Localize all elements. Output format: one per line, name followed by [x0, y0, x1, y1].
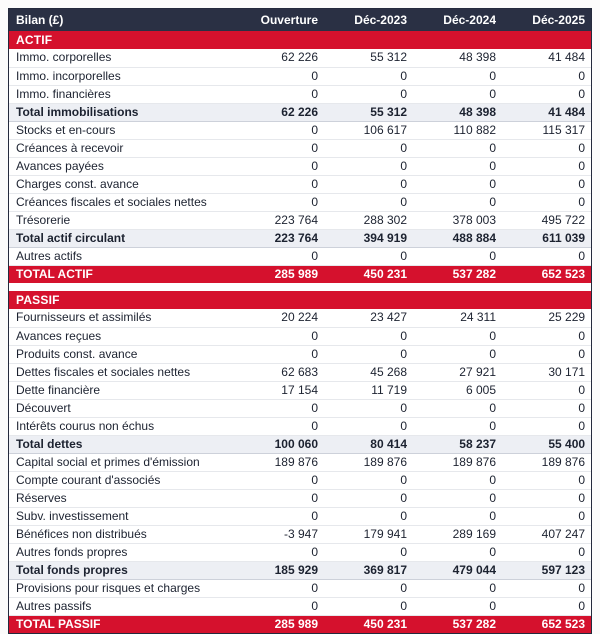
row-label: Stocks et en-cours — [9, 121, 235, 139]
cell-value: 189 876 — [235, 453, 324, 471]
table-row — [9, 525, 591, 543]
row-label: Autres actifs — [9, 247, 235, 265]
row-label: Immo. incorporelles — [9, 67, 235, 85]
table-row — [9, 121, 591, 139]
cell-value: 80 414 — [324, 435, 413, 453]
row-label: Subv. investissement — [9, 507, 235, 525]
cell-value: 0 — [413, 247, 502, 265]
cell-value: 652 523 — [502, 265, 591, 283]
section-header-label: PASSIF — [9, 291, 591, 309]
row-label: Total actif circulant — [9, 229, 235, 247]
cell-value: 0 — [413, 543, 502, 561]
cell-value: 0 — [235, 489, 324, 507]
column-header-dec-2023: Déc-2023 — [324, 9, 413, 31]
actif-table — [9, 9, 591, 283]
cell-value: 537 282 — [413, 265, 502, 283]
cell-value: 0 — [502, 139, 591, 157]
cell-value: 0 — [502, 381, 591, 399]
row-label: Compte courant d'associés — [9, 471, 235, 489]
cell-value: 537 282 — [413, 615, 502, 633]
cell-value: 189 876 — [413, 453, 502, 471]
cell-value: 0 — [502, 399, 591, 417]
table-row — [9, 399, 591, 417]
cell-value: 0 — [413, 417, 502, 435]
cell-value: 0 — [413, 471, 502, 489]
cell-value: 285 989 — [235, 615, 324, 633]
row-label: Dettes fiscales et sociales nettes — [9, 363, 235, 381]
cell-value: 0 — [324, 489, 413, 507]
cell-value: 0 — [235, 507, 324, 525]
cell-value: 0 — [324, 543, 413, 561]
cell-value: 0 — [235, 139, 324, 157]
cell-value: 55 312 — [324, 49, 413, 67]
cell-value: 58 237 — [413, 435, 502, 453]
row-label: Fournisseurs et assimilés — [9, 309, 235, 327]
cell-value: 24 311 — [413, 309, 502, 327]
cell-value: 0 — [413, 507, 502, 525]
cell-value: 652 523 — [502, 615, 591, 633]
row-label: Créances à recevoir — [9, 139, 235, 157]
cell-value: 45 268 — [324, 363, 413, 381]
cell-value: 106 617 — [324, 121, 413, 139]
table-row — [9, 327, 591, 345]
row-label: TOTAL PASSIF — [9, 615, 235, 633]
cell-value: 407 247 — [502, 525, 591, 543]
section-header-label: ACTIF — [9, 31, 591, 49]
cell-value: 0 — [413, 579, 502, 597]
cell-value: 0 — [324, 193, 413, 211]
cell-value: 0 — [413, 597, 502, 615]
cell-value: 0 — [502, 327, 591, 345]
table-row — [9, 193, 591, 211]
cell-value: 0 — [502, 543, 591, 561]
cell-value: 0 — [324, 67, 413, 85]
cell-value: 0 — [235, 417, 324, 435]
table-row — [9, 175, 591, 193]
cell-value: 0 — [413, 345, 502, 363]
cell-value: 0 — [502, 489, 591, 507]
total-row-passif — [9, 615, 591, 633]
table-row — [9, 229, 591, 247]
cell-value: 25 229 — [502, 309, 591, 327]
cell-value: 55 312 — [324, 103, 413, 121]
row-label: Immo. financières — [9, 85, 235, 103]
cell-value: 0 — [235, 543, 324, 561]
cell-value: 0 — [235, 597, 324, 615]
table-header-row — [9, 9, 591, 31]
cell-value: 23 427 — [324, 309, 413, 327]
row-label: Total immobilisations — [9, 103, 235, 121]
cell-value: 189 876 — [502, 453, 591, 471]
cell-value: 0 — [324, 417, 413, 435]
cell-value: 0 — [413, 327, 502, 345]
cell-value: 0 — [502, 85, 591, 103]
cell-value: 0 — [235, 471, 324, 489]
cell-value: 0 — [413, 193, 502, 211]
cell-value: 0 — [502, 67, 591, 85]
cell-value: 189 876 — [324, 453, 413, 471]
cell-value: 0 — [235, 247, 324, 265]
cell-value: 0 — [324, 345, 413, 363]
cell-value: 0 — [324, 247, 413, 265]
cell-value: 0 — [502, 417, 591, 435]
cell-value: 0 — [324, 327, 413, 345]
row-label: Total fonds propres — [9, 561, 235, 579]
cell-value: 288 302 — [324, 211, 413, 229]
row-label: Capital social et primes d'émission — [9, 453, 235, 471]
table-row — [9, 211, 591, 229]
cell-value: 11 719 — [324, 381, 413, 399]
cell-value: 0 — [502, 579, 591, 597]
cell-value: 394 919 — [324, 229, 413, 247]
cell-value: 27 921 — [413, 363, 502, 381]
column-header-dec-2025: Déc-2025 — [502, 9, 591, 31]
cell-value: 62 226 — [235, 49, 324, 67]
row-label: Réserves — [9, 489, 235, 507]
table-row — [9, 579, 591, 597]
row-label: TOTAL ACTIF — [9, 265, 235, 283]
table-row — [9, 247, 591, 265]
row-label: Trésorerie — [9, 211, 235, 229]
cell-value: 110 882 — [413, 121, 502, 139]
cell-value: 0 — [235, 579, 324, 597]
cell-value: 20 224 — [235, 309, 324, 327]
cell-value: 62 683 — [235, 363, 324, 381]
table-row — [9, 543, 591, 561]
cell-value: 0 — [235, 157, 324, 175]
table-title: Bilan (£) — [9, 9, 235, 31]
table-row — [9, 561, 591, 579]
row-label: Autres fonds propres — [9, 543, 235, 561]
cell-value: 289 169 — [413, 525, 502, 543]
cell-value: 0 — [235, 85, 324, 103]
cell-value: 100 060 — [235, 435, 324, 453]
table-row — [9, 381, 591, 399]
cell-value: 223 764 — [235, 211, 324, 229]
row-label: Total dettes — [9, 435, 235, 453]
cell-value: 0 — [324, 507, 413, 525]
row-label: Intérêts courus non échus — [9, 417, 235, 435]
cell-value: 0 — [502, 247, 591, 265]
cell-value: 0 — [324, 579, 413, 597]
cell-value: 6 005 — [413, 381, 502, 399]
row-label: Bénéfices non distribués — [9, 525, 235, 543]
cell-value: 223 764 — [235, 229, 324, 247]
cell-value: 0 — [413, 139, 502, 157]
cell-value: 179 941 — [324, 525, 413, 543]
cell-value: 597 123 — [502, 561, 591, 579]
cell-value: 17 154 — [235, 381, 324, 399]
table-row — [9, 85, 591, 103]
cell-value: 0 — [324, 471, 413, 489]
cell-value: 41 484 — [502, 49, 591, 67]
cell-value: 479 044 — [413, 561, 502, 579]
row-label: Autres passifs — [9, 597, 235, 615]
cell-value: 0 — [324, 597, 413, 615]
section-header-actif — [9, 31, 591, 49]
table-row — [9, 489, 591, 507]
cell-value: -3 947 — [235, 525, 324, 543]
cell-value: 30 171 — [502, 363, 591, 381]
cell-value: 55 400 — [502, 435, 591, 453]
cell-value: 0 — [502, 345, 591, 363]
row-label: Dette financière — [9, 381, 235, 399]
table-row — [9, 345, 591, 363]
cell-value: 0 — [502, 471, 591, 489]
row-label: Avances reçues — [9, 327, 235, 345]
table-row — [9, 471, 591, 489]
cell-value: 378 003 — [413, 211, 502, 229]
cell-value: 0 — [235, 399, 324, 417]
cell-value: 0 — [324, 139, 413, 157]
row-label: Charges const. avance — [9, 175, 235, 193]
row-label: Créances fiscales et sociales nettes — [9, 193, 235, 211]
table-row — [9, 67, 591, 85]
cell-value: 0 — [413, 175, 502, 193]
cell-value: 0 — [413, 489, 502, 507]
cell-value: 41 484 — [502, 103, 591, 121]
cell-value: 0 — [413, 85, 502, 103]
cell-value: 0 — [502, 507, 591, 525]
table-row — [9, 435, 591, 453]
cell-value: 0 — [413, 399, 502, 417]
cell-value: 185 929 — [235, 561, 324, 579]
section-gap — [9, 283, 591, 291]
cell-value: 0 — [235, 67, 324, 85]
cell-value: 450 231 — [324, 615, 413, 633]
cell-value: 0 — [235, 121, 324, 139]
cell-value: 62 226 — [235, 103, 324, 121]
cell-value: 611 039 — [502, 229, 591, 247]
row-label: Découvert — [9, 399, 235, 417]
table-row — [9, 157, 591, 175]
table-row — [9, 453, 591, 471]
row-label: Avances payées — [9, 157, 235, 175]
table-row — [9, 49, 591, 67]
cell-value: 0 — [413, 157, 502, 175]
table-row — [9, 417, 591, 435]
table-row — [9, 507, 591, 525]
column-header-dec-2024: Déc-2024 — [413, 9, 502, 31]
cell-value: 0 — [324, 399, 413, 417]
cell-value: 0 — [324, 175, 413, 193]
cell-value: 369 817 — [324, 561, 413, 579]
table-row — [9, 309, 591, 327]
total-row-actif — [9, 265, 591, 283]
cell-value: 0 — [413, 67, 502, 85]
cell-value: 0 — [502, 193, 591, 211]
cell-value: 48 398 — [413, 103, 502, 121]
table-row — [9, 597, 591, 615]
cell-value: 0 — [235, 345, 324, 363]
passif-table — [9, 291, 591, 633]
cell-value: 450 231 — [324, 265, 413, 283]
balance-sheet — [8, 8, 592, 634]
section-header-passif — [9, 291, 591, 309]
cell-value: 488 884 — [413, 229, 502, 247]
column-header-ouverture: Ouverture — [235, 9, 324, 31]
cell-value: 0 — [502, 597, 591, 615]
table-row — [9, 139, 591, 157]
cell-value: 0 — [502, 175, 591, 193]
table-row — [9, 103, 591, 121]
cell-value: 48 398 — [413, 49, 502, 67]
cell-value: 0 — [324, 85, 413, 103]
cell-value: 0 — [502, 157, 591, 175]
table-row — [9, 363, 591, 381]
row-label: Immo. corporelles — [9, 49, 235, 67]
cell-value: 0 — [235, 327, 324, 345]
cell-value: 0 — [235, 175, 324, 193]
row-label: Produits const. avance — [9, 345, 235, 363]
cell-value: 0 — [235, 193, 324, 211]
row-label: Provisions pour risques et charges — [9, 579, 235, 597]
cell-value: 115 317 — [502, 121, 591, 139]
cell-value: 285 989 — [235, 265, 324, 283]
cell-value: 495 722 — [502, 211, 591, 229]
cell-value: 0 — [324, 157, 413, 175]
